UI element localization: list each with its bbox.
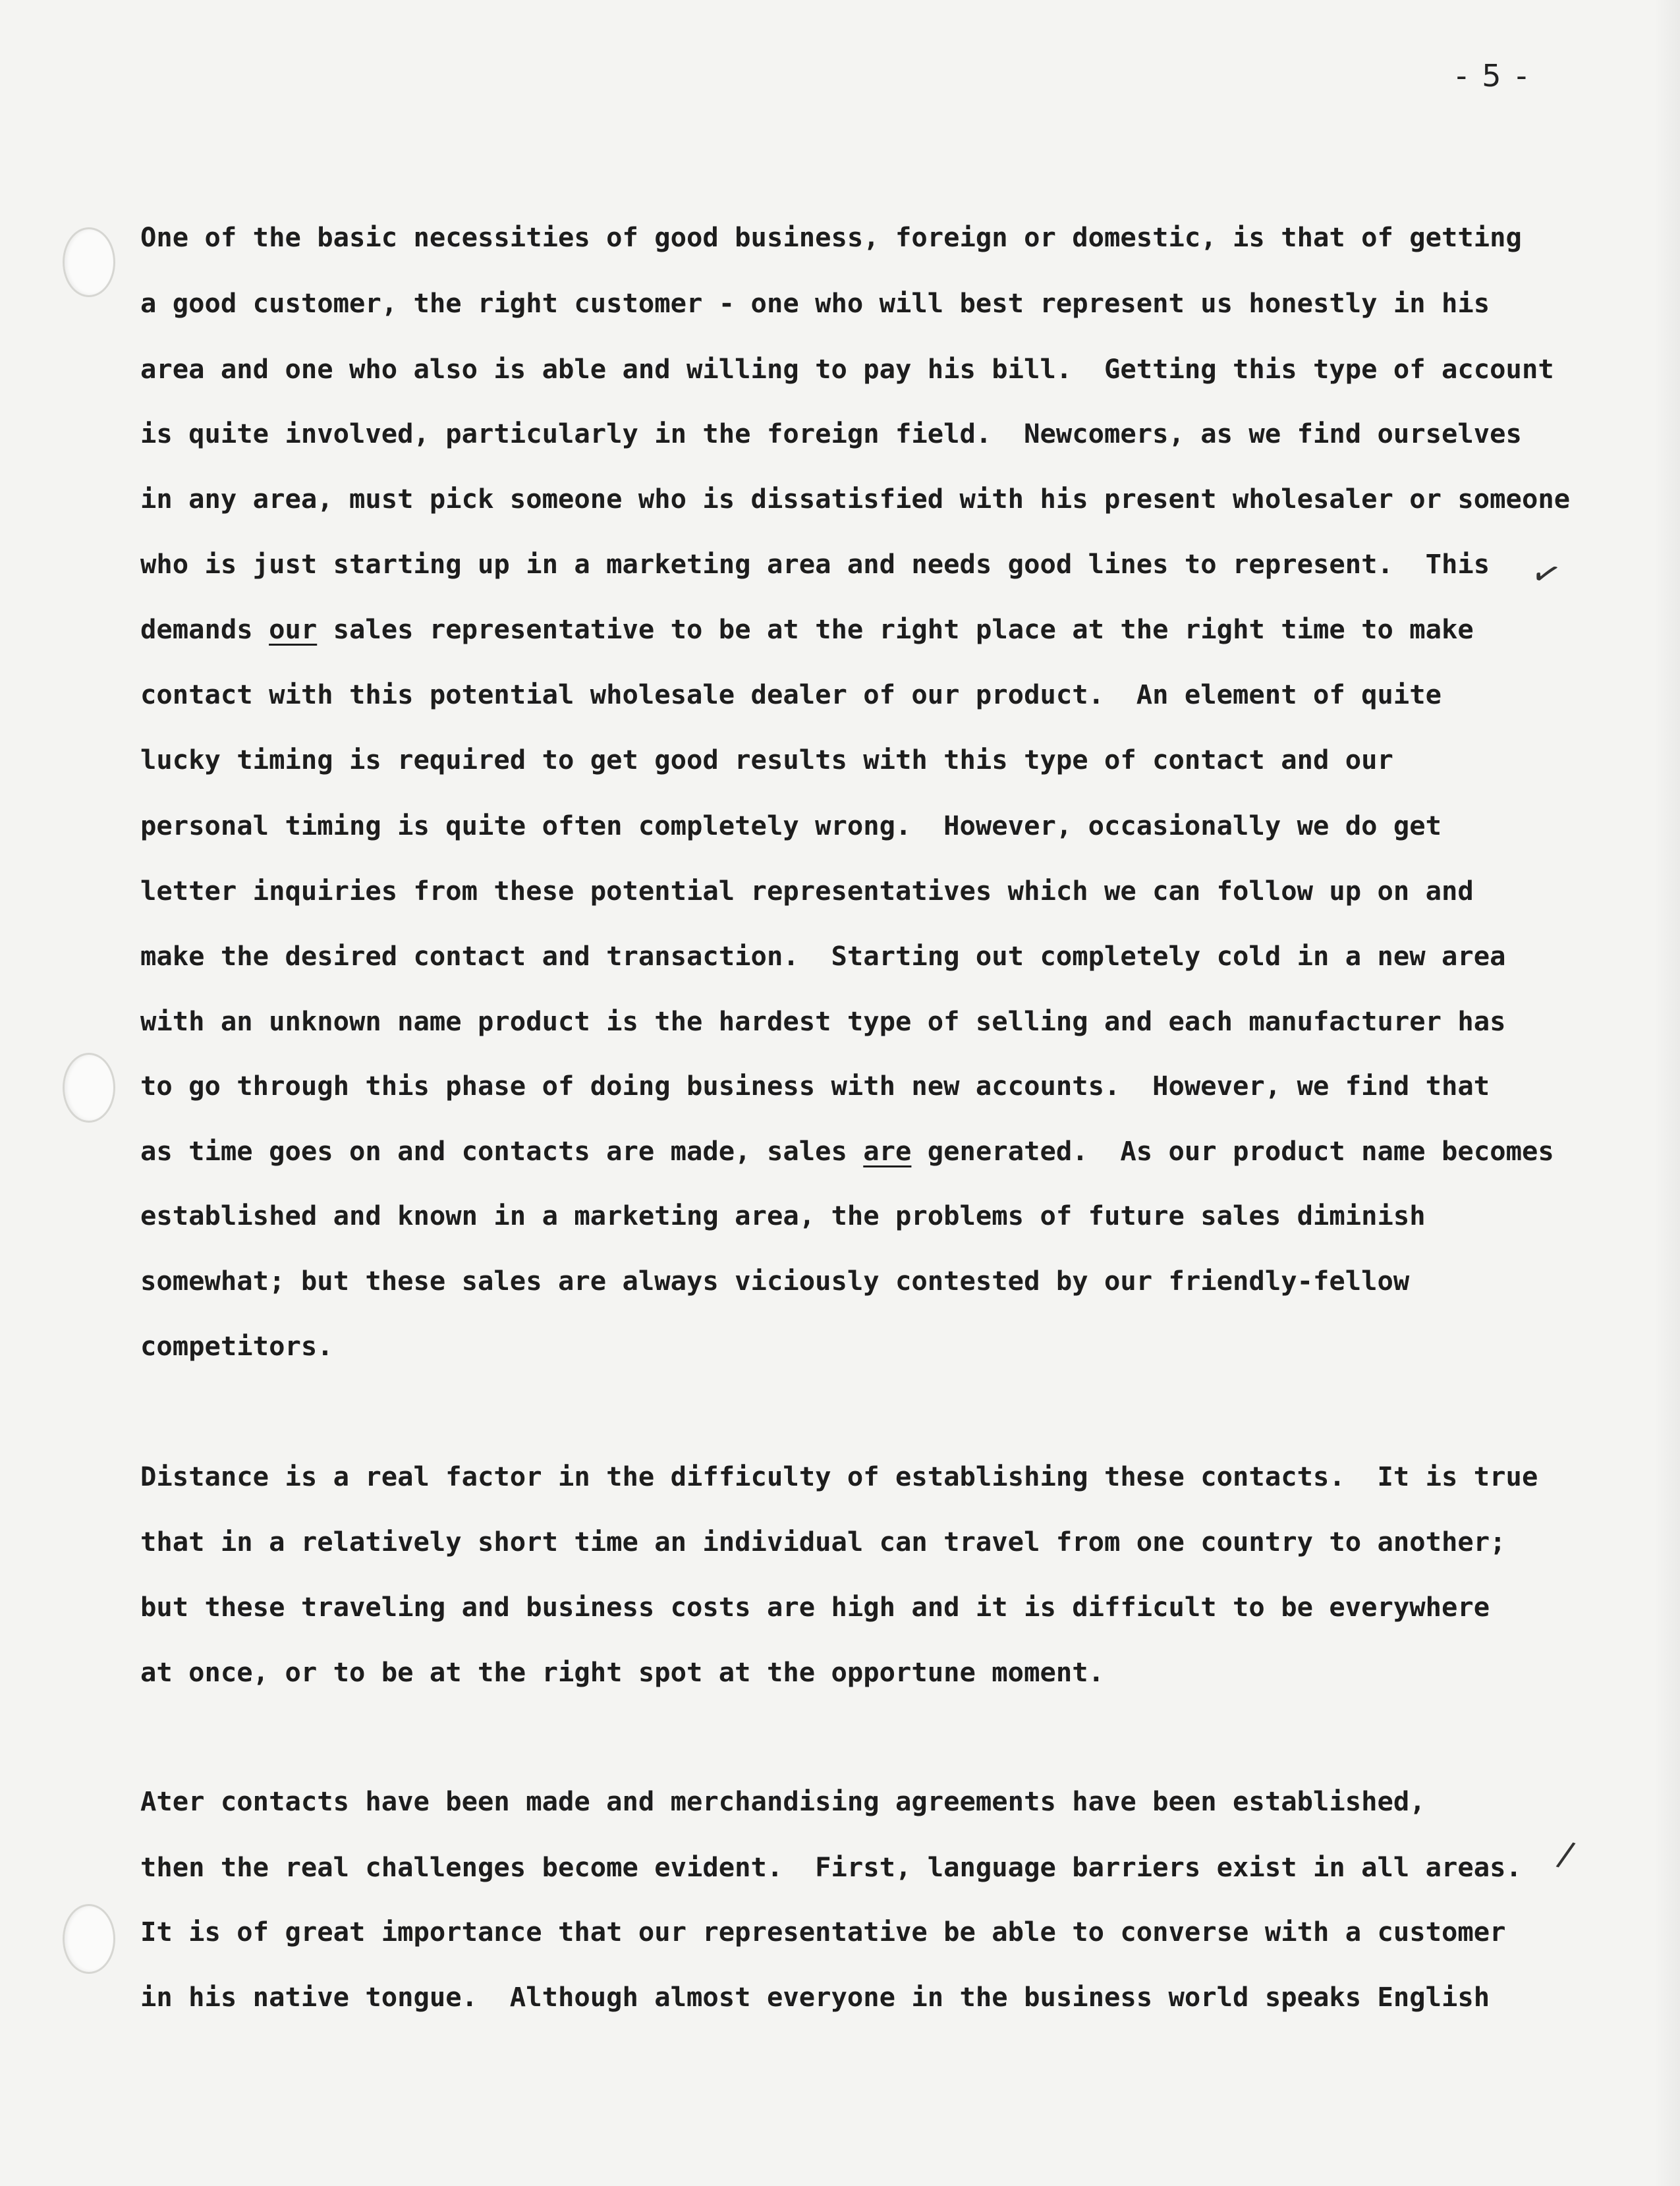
text-line: then the real challenges become evident. First, language barriers exist in all areas. bbox=[140, 1851, 1522, 1883]
text-line: but these traveling and business costs are high and it is difficult to be everywhere bbox=[140, 1591, 1490, 1623]
text-line-with-underline bbox=[140, 613, 1474, 645]
text-line: area and one who also is able and willing to pay his bill. Getting this type of account bbox=[140, 353, 1554, 385]
text-line: in his native tongue. Although almost everyone in the business world speaks English bbox=[140, 1981, 1490, 2013]
text-line: is quite involved, particularly in the foreign field. Newcomers, as we find ourselves bbox=[140, 418, 1522, 449]
page-edge-shadow bbox=[1654, 0, 1680, 2186]
text-segment: sales representative to be at the right place at the right time to make bbox=[317, 613, 1474, 645]
text-line: One of the basic necessities of good business, foreign or domestic, is that of getting bbox=[140, 221, 1522, 253]
text-segment: as time goes on and contacts are made, sales bbox=[140, 1135, 864, 1167]
text-line: established and known in a marketing area, the problems of future sales diminish bbox=[140, 1200, 1426, 1231]
text-line: make the desired contact and transaction. Starting out completely cold in a new area bbox=[140, 940, 1506, 972]
punch-hole-middle bbox=[63, 1053, 115, 1123]
text-segment: demands bbox=[140, 613, 269, 645]
underlined-word: our bbox=[269, 613, 318, 645]
text-line: personal timing is quite often completely wrong. However, occasionally we do get bbox=[140, 810, 1442, 841]
punch-hole-bottom bbox=[63, 1904, 115, 1974]
punch-hole-top bbox=[63, 227, 115, 297]
check-mark-icon: ✓ bbox=[1526, 551, 1566, 598]
text-line: Ater contacts have been made and merchandising agreements have been established, bbox=[140, 1785, 1426, 1817]
text-line: that in a relatively short time an individual can travel from one country to another; bbox=[140, 1526, 1506, 1557]
text-line: in any area, must pick someone who is dissatisfied with his present wholesaler or someone bbox=[140, 483, 1571, 515]
text-line: Distance is a real factor in the difficulty of establishing these contacts. It is true bbox=[140, 1461, 1538, 1492]
text-line: It is of great importance that our representative be able to converse with a customer bbox=[140, 1916, 1506, 1948]
text-line: somewhat; but these sales are always viciously contested by our friendly-fellow bbox=[140, 1265, 1410, 1297]
underlined-word: are bbox=[863, 1135, 912, 1167]
text-line-with-underline bbox=[140, 1135, 1554, 1167]
text-line: with an unknown name product is the hardest type of selling and each manufacturer has bbox=[140, 1005, 1506, 1037]
check-mark-icon: / bbox=[1554, 1834, 1578, 1876]
text-segment: generated. As our product name becomes bbox=[911, 1135, 1554, 1167]
text-line: letter inquiries from these potential representatives which we can follow up on and bbox=[140, 875, 1474, 907]
text-line: at once, or to be at the right spot at the opportune moment. bbox=[140, 1656, 1104, 1688]
text-line: competitors. bbox=[140, 1330, 333, 1362]
text-line: a good customer, the right customer - one who will best represent us honestly in his bbox=[140, 287, 1490, 319]
text-line: contact with this potential wholesale dealer of our product. An element of quite bbox=[140, 679, 1442, 710]
page-number: - 5 - bbox=[1456, 58, 1530, 94]
text-line: lucky timing is required to get good results with this type of contact and our bbox=[140, 744, 1393, 775]
text-line: who is just starting up in a marketing area and needs good lines to represent. This bbox=[140, 548, 1490, 580]
text-line: to go through this phase of doing business with new accounts. However, we find that bbox=[140, 1070, 1490, 1102]
